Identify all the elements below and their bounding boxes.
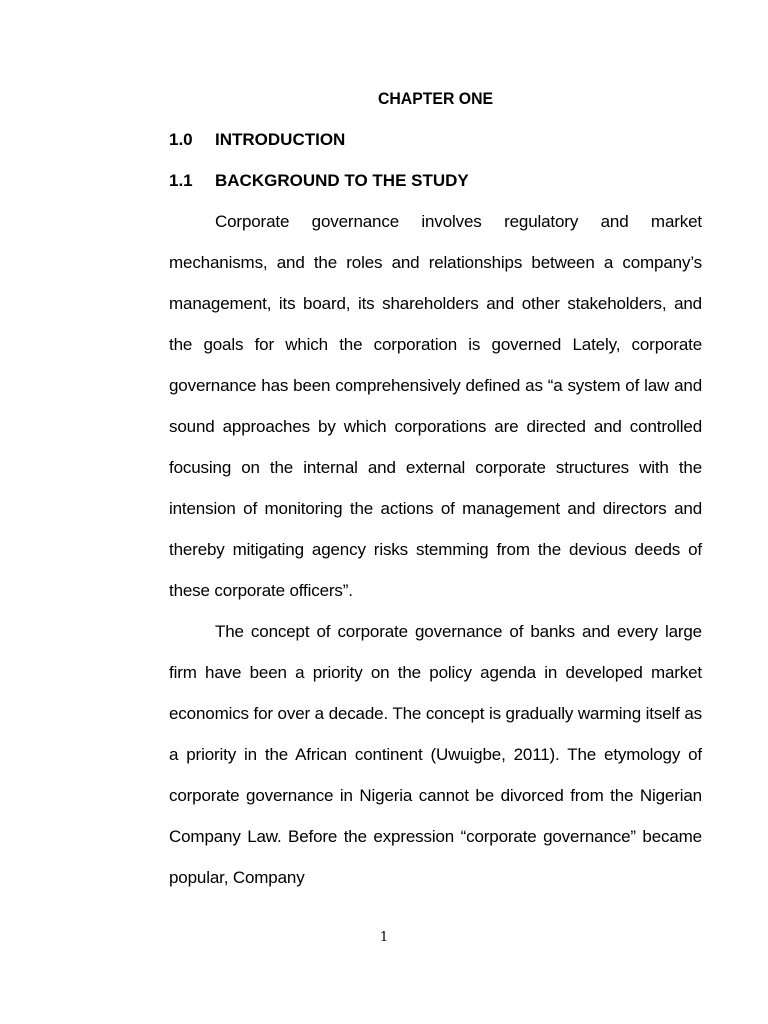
document-body [169,78,702,898]
section-number: 1.1 [169,171,193,190]
section-heading-introduction [169,119,702,160]
body-paragraph: Corporate governance involves regulatory and market mechanisms, and the roles and relationships between a company’s management, its board, its shareholders and other stakeholders, and the goals for which the corporation is governed Lately, corporate governance has been comprehensively defined as “a system of law and sound approaches by which corporations are directed and controlled focusing on the internal and external corporate structures with the intension of monitoring the actions of management and directors and thereby mitigating agency risks stemming from the devious deeds of these corporate officers”. [169,212,702,600]
body-paragraph: The concept of corporate governance of banks and every large firm have been a priority on the policy agenda in developed market economics for over a decade. The concept is gradually warming itself as a priority in the African continent (Uwuigbe, 2011). The etymology of corporate governance in Nigeria cannot be divorced from the Nigerian Company Law. Before the expression “corporate governance” became popular, Company [169,622,702,887]
page-number: 1 [379,930,389,945]
section-number: 1.0 [169,130,193,149]
section-title: BACKGROUND TO THE STUDY [215,171,469,190]
chapter-title: CHAPTER ONE [377,89,494,108]
section-title: INTRODUCTION [215,130,346,149]
section-heading-background [169,160,702,201]
